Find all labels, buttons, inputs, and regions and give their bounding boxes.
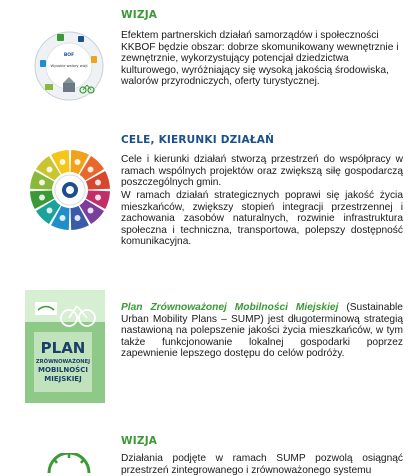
vision-paragraph: Efektem partnerskich działań samorządów i społeczności KKBOF będzie obszar: dobrze skomunikowany wewnętrznie i zewnętrznie, wykorzystujący potencjał dziedzictwa kulturowego, wyróżniający się wysoką jakością środowiska, walorów przyrodniczych, oferty turystycznej.	[121, 30, 399, 88]
vision-illustration-label-bof: BOF	[63, 53, 75, 58]
sump-cover-title: PLAN	[40, 339, 86, 357]
goals-wheel-segment-icon	[88, 208, 94, 214]
goals-wheel-segment-icon	[75, 215, 81, 221]
goals-paragraph-1: Cele i kierunki działań stworzą przestrzeń do współpracy w ramach wspólnych projektów oraz zwiększą siłę gospodarczą poszczególnych gmin.	[121, 154, 403, 189]
sump-vision-paragraph: Działania podjęte w ramach SUMP pozwolą osiągnąć przestrzeń zintegrowanego i zrównoważonego systemu	[121, 453, 403, 476]
sump-cover-line3: MIEJSKIEJ	[44, 375, 82, 383]
sump-plan-title: Plan Zrównoważonej Mobilności Miejskiej	[121, 302, 339, 313]
sump-plan-text: (Sustainable Urban Mobility Plans – SUMP) jest długoterminową strategią nastawioną na polepszenie jakości życia mieszkańców, w tym także funkcjonowanie lokalnej gospodarki poprzez zapewnienie lepszego dostępu do celów podróży.	[121, 302, 403, 360]
goals-wheel-segment-icon	[39, 195, 45, 201]
goals-wheel-segment-icon	[88, 166, 94, 172]
goals-wheel-segment-icon	[95, 179, 101, 185]
sump-paragraph	[121, 302, 403, 360]
sump-vision-icon	[44, 453, 94, 473]
goals-wheel-segment-icon	[75, 159, 81, 165]
sump-plan-cover	[25, 290, 105, 403]
vision-illustration	[33, 26, 105, 106]
goals-wheel-segment-icon	[59, 215, 65, 221]
goals-wheel-segment-icon	[95, 195, 101, 201]
vision-heading: WIZJA	[121, 9, 158, 21]
goals-heading: CELE, KIERUNKI DZIAŁAŃ	[121, 134, 275, 146]
sump-cover-line2: MOBILNOŚCI	[38, 366, 88, 374]
goals-section	[0, 120, 418, 275]
goals-paragraph-2: W ramach działań strategicznych poprawi się jakość życia mieszkańców, zwiększy stopień integracji przestrzennej i zachowania zasobów naturalnych, rozwinie infrastruktura społeczna i techniczna, transportowa, polepszy dostępność komunikacyjna.	[121, 190, 403, 248]
sump-vision-heading: WIZJA	[121, 435, 158, 447]
sump-vision-section	[0, 425, 418, 476]
goals-wheel-segment-icon	[46, 208, 52, 214]
vision-illustration-label-walory: Wysokie walory wizji	[50, 64, 88, 68]
sump-cover-line1: ZRÓWNOWAŻONEJ	[35, 359, 91, 365]
goals-wheel-segment-icon	[39, 179, 45, 185]
goals-wheel-segment-icon	[59, 159, 65, 165]
vision-section	[0, 0, 418, 120]
sump-section	[0, 280, 418, 420]
goals-wheel-segment-icon	[46, 166, 52, 172]
goals-wheel-diagram	[28, 148, 112, 232]
